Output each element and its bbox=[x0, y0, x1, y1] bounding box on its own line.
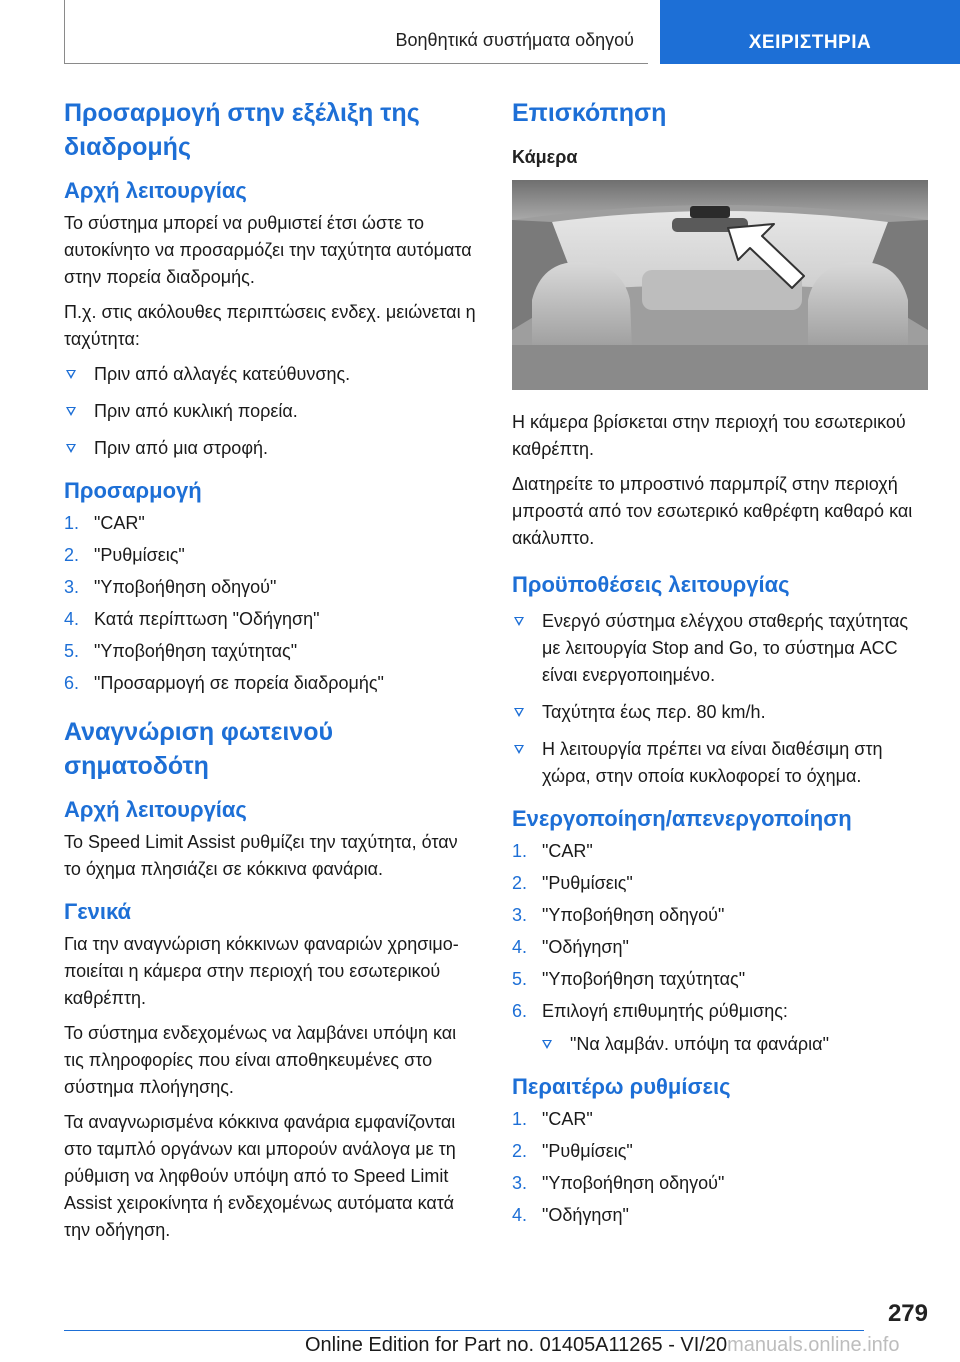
list-item: 5. "Υποβοήθηση ταχύτητας" bbox=[512, 969, 746, 989]
list-item: 3. "Υποβοήθηση οδηγού" bbox=[512, 905, 725, 925]
list-item: Ταχύτητα έως περ. 80 km/h. bbox=[512, 699, 928, 726]
section-title-route-adaptation: Προσαρμογή στην εξέλιξη της διαδρομής bbox=[64, 99, 420, 161]
list-item: Ενεργό σύστημα ελέγχου σταθερής ταχύτητας με λειτουργία Stop and Go, το σύστημα ACC είναι ενεργοποιημένο. bbox=[512, 608, 928, 689]
section-title-overview: Επισκόπηση bbox=[512, 99, 667, 127]
list-item: 4. "Οδήγηση" bbox=[512, 1205, 629, 1225]
list-item: "Να λαμβάν. υπόψη τα φανάρια" bbox=[540, 1031, 928, 1058]
watermark-brand: manuals.online.info bbox=[727, 1334, 900, 1356]
page-number: 279 bbox=[887, 1300, 928, 1327]
heading-prerequisites: Προϋποθέσεις λειτουργίας bbox=[512, 572, 790, 597]
triangle-bullet-icon bbox=[542, 1040, 552, 1049]
list-item: 4. "Οδήγηση" bbox=[512, 937, 629, 957]
general-paragraph-3: Τα αναγνωρισμένα κόκκινα φανάρια εμφανίζονται στο ταμπλό οργάνων και μπορούν ανάλογα με τη ρύθμιση να ληφθούν υπόψη από το Speed Limit Assist χειροκίνητα ή ενδεχομένως αυτόματα κατά την οδήγηση. bbox=[64, 1112, 456, 1240]
activation-sub-list bbox=[540, 1031, 928, 1058]
list-item: 1. "CAR" bbox=[512, 841, 593, 861]
triangle-bullet-icon bbox=[66, 444, 76, 453]
cases-list bbox=[64, 361, 476, 462]
camera-paragraph-1: Η κάμερα βρίσκεται στην περιοχή του εσωτερικού καθρέπτη. bbox=[512, 412, 906, 459]
adjustment-steps bbox=[64, 510, 476, 697]
list-item: Πριν από κυκλική πορεία. bbox=[64, 398, 476, 425]
list-item: 6. Επιλογή επιθυμητής ρύθμισης: bbox=[512, 1001, 788, 1021]
principle-paragraph-2: Π.χ. στις ακόλουθες περιπτώσεις ενδεχ. μειώνεται η ταχύτητα: bbox=[64, 302, 476, 349]
camera-paragraph-2: Διατηρείτε το μπροστινό παρμπρίζ στην περιοχή μπροστά από τον εσωτερικό καθρέφτη καθαρό και ακάλυπτο. bbox=[512, 474, 913, 548]
general-paragraph-1: Για την αναγνώριση κόκκινων φαναριών χρησιμοποιείται η κάμερα στην περιοχή του εσωτερικού καθρέπτη. bbox=[64, 934, 459, 1008]
list-item: 6. "Προσαρμογή σε πορεία διαδρομής" bbox=[64, 673, 384, 693]
general-paragraph-2: Το σύστημα ενδεχομένως να λαμβάνει υπόψη και τις πληροφορίες που είναι αποθηκευμένες στο σύστημα πλοήγησης. bbox=[64, 1023, 457, 1097]
triangle-bullet-icon bbox=[514, 708, 524, 717]
triangle-bullet-icon bbox=[66, 407, 76, 416]
prerequisites-list bbox=[512, 608, 928, 790]
list-item: Πριν από αλλαγές κατεύθυνσης. bbox=[64, 361, 476, 388]
header-section-title: Βοηθητικά συστήματα οδηγού bbox=[395, 30, 634, 50]
left-column bbox=[64, 96, 476, 1252]
list-item: Η λειτουργία πρέπει να είναι διαθέσιμη στη χώρα, στην οποία κυκλοφορεί το όχημα. bbox=[512, 736, 928, 790]
list-item: 3. "Υποβοήθηση οδηγού" bbox=[512, 1173, 725, 1193]
heading-activation: Ενεργοποίηση/απενεργοποίηση bbox=[512, 806, 852, 831]
list-item: 1. "CAR" bbox=[512, 1109, 593, 1129]
list-item: 2. "Ρυθμίσεις" bbox=[512, 1141, 633, 1161]
heading-more-settings: Περαιτέρω ρυθμίσεις bbox=[512, 1074, 731, 1099]
footer-edition bbox=[305, 1334, 899, 1357]
heading-principle-2: Αρχή λειτουργίας bbox=[64, 797, 247, 822]
principle2-paragraph: Το Speed Limit Assist ρυθμίζει την ταχύτητα, όταν το όχημα πλησιάζει σε κόκκινα φανάρια. bbox=[64, 832, 458, 879]
header-chapter-tab[interactable] bbox=[660, 0, 960, 64]
header-chapter-label: ΧΕΙΡΙΣΤΗΡΙΑ bbox=[748, 32, 872, 53]
list-item: 1. "CAR" bbox=[64, 513, 145, 533]
triangle-bullet-icon bbox=[514, 617, 524, 626]
heading-adjustment: Προσαρμογή bbox=[64, 478, 202, 503]
list-item: 4. Κατά περίπτωση "Οδήγηση" bbox=[64, 609, 320, 629]
footer-divider bbox=[64, 1330, 864, 1331]
heading-general: Γενικά bbox=[64, 899, 132, 924]
list-item: 5. "Υποβοήθηση ταχύτητας" bbox=[64, 641, 298, 661]
camera-location-photo bbox=[512, 180, 928, 390]
edition-label: Online Edition for Part no. 01405A11265 - VI/20 bbox=[305, 1334, 728, 1356]
list-item: 2. "Ρυθμίσεις" bbox=[64, 545, 185, 565]
activation-steps bbox=[512, 838, 928, 1025]
page-header bbox=[64, 0, 960, 64]
heading-camera: Κάμερα bbox=[512, 147, 578, 167]
list-item: 3. "Υποβοήθηση οδηγού" bbox=[64, 577, 277, 597]
list-item: Πριν από μια στροφή. bbox=[64, 435, 476, 462]
triangle-bullet-icon bbox=[66, 370, 76, 379]
right-column bbox=[512, 96, 928, 1235]
more-settings-steps bbox=[512, 1106, 928, 1229]
heading-principle: Αρχή λειτουργίας bbox=[64, 178, 247, 203]
list-item: 2. "Ρυθμίσεις" bbox=[512, 873, 633, 893]
triangle-bullet-icon bbox=[514, 745, 524, 754]
principle-paragraph-1: Το σύστημα μπορεί να ρυθμιστεί έτσι ώστε το αυτοκίνητο να προσαρμόζει την ταχύτητα αυτόματα στην πορεία διαδρομής. bbox=[64, 213, 472, 287]
section-title-traffic-light: Αναγνώριση φωτεινού σηματοδότη bbox=[64, 718, 334, 780]
